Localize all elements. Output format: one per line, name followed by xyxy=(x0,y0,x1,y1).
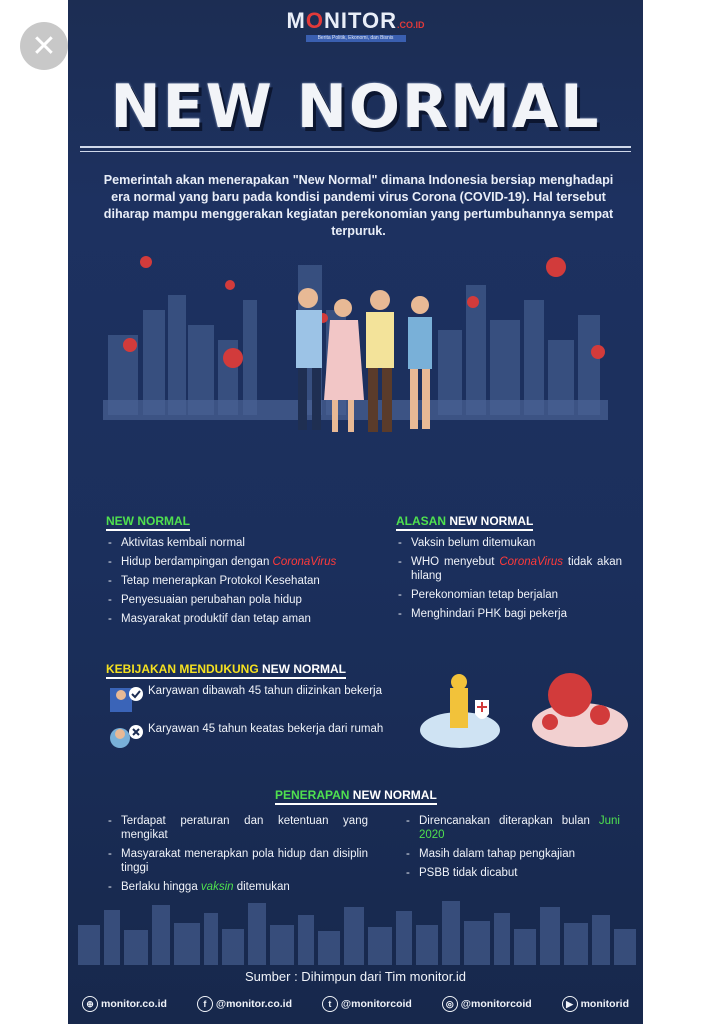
social-youtube-link[interactable]: ▶ monitorid xyxy=(562,996,629,1012)
instagram-icon: ◎ xyxy=(442,996,458,1012)
kebijakan-item: Karyawan dibawah 45 tahun diizinkan bekerja xyxy=(108,684,393,716)
list-item: - Menghindari PHK bagi pekerja xyxy=(396,607,622,621)
infographic-poster xyxy=(68,0,643,1024)
facebook-icon: f xyxy=(197,996,213,1012)
headline: NEW NORMAL xyxy=(110,72,601,142)
divider xyxy=(80,146,631,148)
social-facebook-link[interactable]: f @monitor.co.id xyxy=(197,996,292,1012)
logo-word: MONITOR xyxy=(286,8,397,33)
list-item: - Masih dalam tahap pengkajian xyxy=(404,847,620,861)
x-badge-icon xyxy=(108,722,144,754)
logo-tagline: Berita Politik, Ekonomi, dan Bisnis xyxy=(306,35,406,42)
list-item: - PSBB tidak dicabut xyxy=(404,866,620,880)
close-icon: ✕ xyxy=(31,28,57,64)
monitor-logo xyxy=(68,8,643,42)
list-item: - Masyarakat produktif dan tetap aman xyxy=(106,612,376,626)
list-item: - WHO menyebut CoronaVirus tidak akan hilang xyxy=(396,555,622,583)
list-item: - Terdapat peraturan dan ketentuan yang mengikat xyxy=(106,814,368,842)
virus-fight-illustration xyxy=(420,660,630,752)
social-twitter-link[interactable]: t @monitorcoid xyxy=(322,996,412,1012)
penerapan-right-list xyxy=(404,814,620,885)
list-item: - Masyarakat menerapkan pola hidup dan disiplin tinggi xyxy=(106,847,368,875)
list-item: - Tetap menerapkan Protokol Kesehatan xyxy=(106,574,376,588)
logo-domain: .CO.ID xyxy=(396,20,425,30)
section-title-penerapan: PENERAPAN NEW NORMAL xyxy=(275,788,437,805)
twitter-icon: t xyxy=(322,996,338,1012)
city-skyline-footer xyxy=(68,895,643,965)
list-item: - Penyesuaian perubahan pola hidup xyxy=(106,593,376,607)
check-badge-icon xyxy=(108,684,144,716)
list-item: - Direncanakan diterapkan bulan Juni 2020 xyxy=(404,814,620,842)
alasan-list xyxy=(396,536,622,626)
globe-icon: ⊕ xyxy=(82,996,98,1012)
list-item: - Perekonomian tetap berjalan xyxy=(396,588,622,602)
section-title-kebijakan: KEBIJAKAN MENDUKUNG NEW NORMAL xyxy=(106,662,346,679)
list-item: - Vaksin belum ditemukan xyxy=(396,536,622,550)
list-item: - Berlaku hingga vaksin ditemukan xyxy=(106,880,368,894)
social-instagram-link[interactable]: ◎ @monitorcoid xyxy=(442,996,532,1012)
list-item: - Aktivitas kembali normal xyxy=(106,536,376,550)
new-normal-list xyxy=(106,536,376,631)
list-item: - Hidup berdampingan dengan CoronaVirus xyxy=(106,555,376,569)
kebijakan-item: Karyawan 45 tahun keatas bekerja dari rumah xyxy=(108,722,393,754)
section-title-new-normal: NEW NORMAL xyxy=(106,514,190,531)
source-credit: Sumber : Dihimpun dari Tim monitor.id xyxy=(244,969,467,984)
intro-paragraph: Pemerintah akan menerapakan "New Normal" dimana Indonesia bersiap menghadapi era normal yang baru pada kondisi pandemi virus Corona (COVID-19). Hal tersebut diharap mampu menggerakan kegiatan perekonomian yang pertumbuhannya sempat terpuruk. xyxy=(103,173,614,238)
social-website-link[interactable]: ⊕ monitor.co.id xyxy=(82,996,167,1012)
divider xyxy=(80,151,631,152)
penerapan-left-list xyxy=(106,814,368,899)
social-links xyxy=(82,994,629,1014)
youtube-icon: ▶ xyxy=(562,996,578,1012)
close-button[interactable] xyxy=(20,22,68,70)
section-title-alasan: ALASAN NEW NORMAL xyxy=(396,514,533,531)
city-people-illustration xyxy=(68,240,643,450)
